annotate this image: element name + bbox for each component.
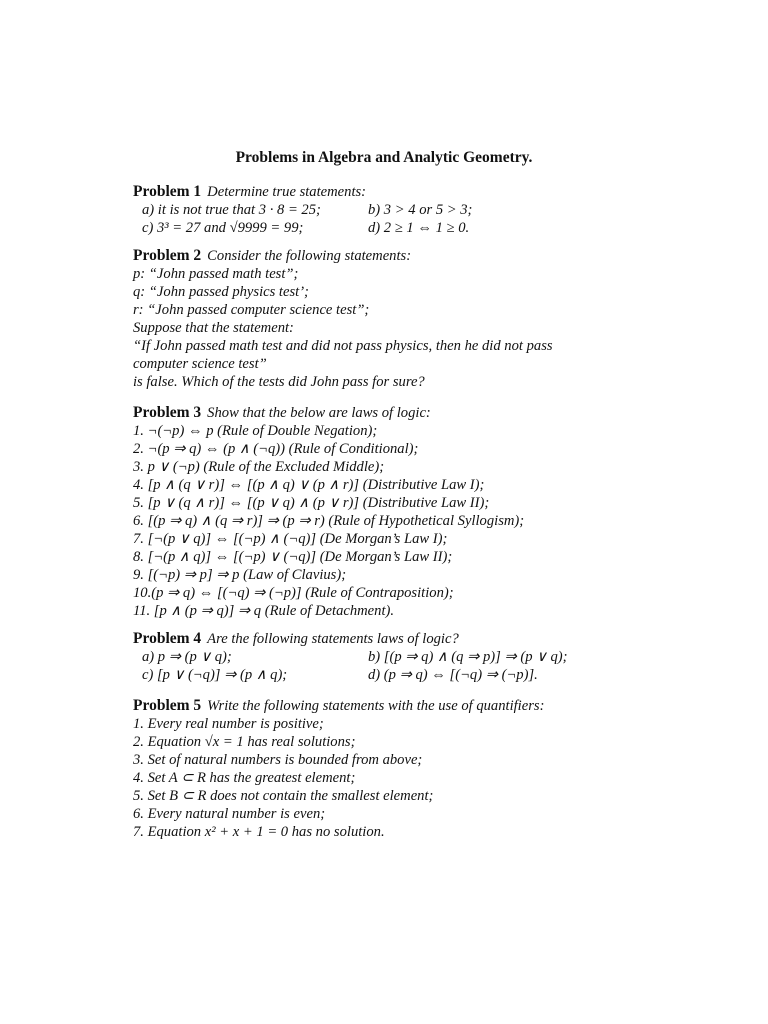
problem-2-label: Problem 2 — [133, 247, 202, 264]
problem-2-line: computer science test” — [133, 356, 267, 372]
problem-3-law: 5. [p ∨ (q ∧ r)] ⇔ [(p ∨ q) ∧ (p ∨ r)] (Distributive Law II); — [133, 495, 490, 511]
problem-3-law: 2. ¬(p ⇒ q) ⇔ (p ∧ (¬q)) (Rule of Conditional); — [133, 441, 419, 457]
problem-3-law: 3. p ∨ (¬p) (Rule of the Excluded Middle); — [133, 459, 385, 475]
problem-2-line: “If John passed math test and did not pass physics, then he did not pass — [133, 338, 553, 354]
problem-4-row-2 — [133, 666, 653, 684]
problem-1-header — [133, 183, 653, 201]
problem-5-label: Problem 5 — [133, 697, 202, 714]
problem-3 — [133, 404, 653, 620]
problem-5-item: 1. Every real number is positive; — [133, 716, 324, 732]
problem-1-row-1 — [133, 201, 653, 219]
problem-4-item-c: c) [p ∨ (¬q)] ⇒ (p ∧ q); — [142, 667, 288, 683]
problem-2-header — [133, 247, 653, 265]
problem-4-row-1 — [133, 648, 653, 666]
problem-1-item-d: d) 2 ≥ 1 ⇔ 1 ≥ 0. — [368, 220, 470, 236]
page-title: Problems in Algebra and Analytic Geometry. — [235, 149, 533, 166]
problem-3-law: 11. [p ∧ (p ⇒ q)] ⇒ q (Rule of Detachment). — [133, 603, 395, 619]
problem-2-line: is false. Which of the tests did John pass for sure? — [133, 374, 425, 390]
problem-4-label: Problem 4 — [133, 630, 202, 647]
problem-5-description: Write the following statements with the use of quantifiers: — [207, 698, 545, 714]
problem-3-label: Problem 3 — [133, 404, 202, 421]
problem-2-line: q: “John passed physics test’; — [133, 284, 309, 300]
problem-3-law: 9. [(¬p) ⇒ p] ⇒ p (Law of Clavius); — [133, 567, 347, 583]
problem-1-description: Determine true statements: — [207, 184, 367, 200]
problem-4-description: Are the following statements laws of logic? — [207, 631, 459, 647]
problem-4-item-b: b) [(p ⇒ q) ∧ (q ⇒ p)] ⇒ (p ∨ q); — [368, 649, 568, 665]
problem-5-item: 2. Equation √x = 1 has real solutions; — [133, 734, 356, 750]
problem-4-item-a: a) p ⇒ (p ∨ q); — [142, 649, 232, 665]
problem-5-item: 4. Set A ⊂ R has the greatest element; — [133, 770, 356, 786]
problem-5-item: 3. Set of natural numbers is bounded from above; — [133, 752, 423, 768]
problem-2-line: r: “John passed computer science test”; — [133, 302, 370, 318]
problem-3-header — [133, 404, 653, 422]
problem-4-item-d: d) (p ⇒ q) ⇔ [(¬q) ⇒ (¬p)]. — [368, 667, 538, 683]
problem-3-law: 8. [¬(p ∧ q)] ⇔ [(¬p) ∨ (¬q)] (De Morgan’s Law II); — [133, 549, 453, 565]
problem-5-item: 7. Equation x² + x + 1 = 0 has no solution. — [133, 824, 385, 840]
problem-4 — [133, 630, 653, 684]
problem-2-line: Suppose that the statement: — [133, 320, 294, 336]
problem-5-item: 5. Set B ⊂ R does not contain the smallest element; — [133, 788, 434, 804]
problem-5-item: 6. Every natural number is even; — [133, 806, 326, 822]
problem-1-item-c: c) 3³ = 27 and √9999 = 99; — [142, 220, 304, 236]
problem-2-line: p: “John passed math test”; — [133, 266, 299, 282]
problem-3-law: 6. [(p ⇒ q) ∧ (q ⇒ r)] ⇒ (p ⇒ r) (Rule of Hypothetical Syllogism); — [133, 513, 525, 529]
problem-2 — [133, 247, 653, 391]
problem-5-header — [133, 697, 653, 715]
problem-4-header — [133, 630, 653, 648]
problem-3-description: Show that the below are laws of logic: — [207, 405, 431, 421]
problem-1-item-a: a) it is not true that 3 · 8 = 25; — [142, 202, 321, 218]
problem-3-law: 10.(p ⇒ q) ⇔ [(¬q) ⇒ (¬p)] (Rule of Contraposition); — [133, 585, 454, 601]
problem-1-item-b: b) 3 > 4 or 5 > 3; — [368, 202, 473, 218]
problem-3-law: 4. [p ∧ (q ∨ r)] ⇔ [(p ∧ q) ∨ (p ∧ r)] (Distributive Law I); — [133, 477, 485, 493]
problem-3-law: 7. [¬(p ∨ q)] ⇔ [(¬p) ∧ (¬q)] (De Morgan’s Law I); — [133, 531, 448, 547]
problem-2-description: Consider the following statements: — [207, 248, 412, 264]
problem-1-label: Problem 1 — [133, 183, 202, 200]
problem-5 — [133, 697, 653, 841]
problem-3-law: 1. ¬(¬p) ⇔ p (Rule of Double Negation); — [133, 423, 378, 439]
problem-1-row-2 — [133, 219, 653, 237]
problem-1 — [133, 183, 653, 237]
